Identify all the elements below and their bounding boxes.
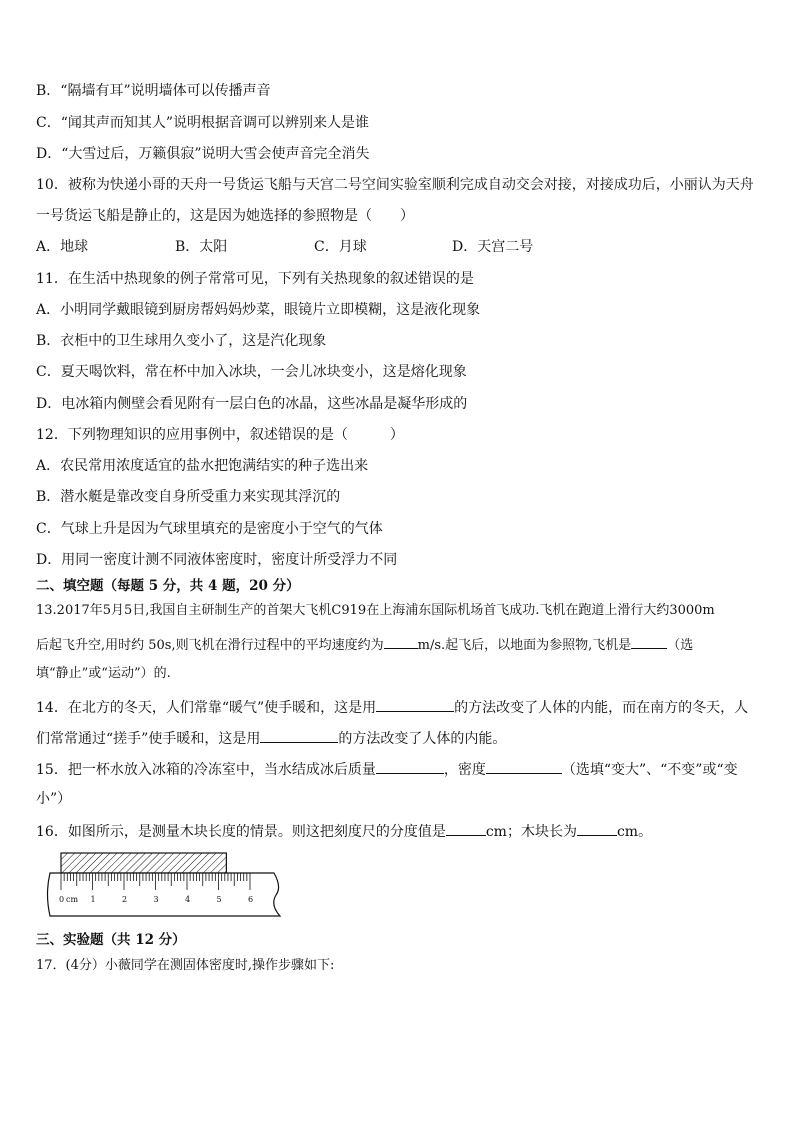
q10-stem-line1: 10．被称为快递小哥的天舟一号货运飞船与天宫二号空间实验室顺利完成自动交会对接，对接成功后，小丽认为天舟 — [36, 177, 754, 193]
q16-text-c: cm。 — [616, 824, 653, 840]
q16-line — [36, 821, 652, 841]
q15-text-c: （选填“变大”、“不变”或“变 — [561, 762, 738, 778]
ruler-unit: cm — [66, 895, 79, 904]
q15-line2: 小”） — [36, 791, 72, 807]
q14-text-c: 们常常通过“搓手”使手暖和，这是用 — [36, 731, 261, 747]
q11-option-b: B．衣柜中的卫生球用久变小了，这是汽化现象 — [36, 333, 327, 349]
q13-text-b: m/s.起飞后，以地面为参照物,飞机是 — [417, 638, 632, 653]
q14-line1 — [36, 697, 748, 717]
wood-block — [61, 853, 226, 873]
q10-option-c: C．月球 — [314, 239, 367, 255]
q15-text-b: ，密度 — [443, 762, 486, 778]
q14-text-d: 的方法改变了人体的内能。 — [338, 731, 507, 747]
ruler-figure — [42, 850, 288, 920]
q11-option-a: A．小明同学戴眼镜到厨房帮妈妈炒菜，眼镜片立即模糊，这是液化现象 — [36, 302, 481, 318]
q14-blank-1[interactable] — [376, 697, 454, 712]
q10-stem-line2: 一号货运飞船是静止的，这是因为她选择的参照物是（ ） — [36, 208, 414, 224]
ruler-body — [48, 873, 281, 916]
q16-blank-division[interactable] — [446, 821, 486, 836]
q12-stem: 12．下列物理知识的应用事例中，叙述错误的是（ ） — [36, 427, 404, 443]
q13-blank-speed[interactable] — [384, 634, 418, 649]
q14-text-b: 的方法改变了人体的内能，而在南方的冬天，人 — [454, 700, 749, 716]
q15-line1 — [36, 759, 738, 779]
q12-option-a: A．农民常用浓度适宜的盐水把饱满结实的种子选出来 — [36, 458, 369, 474]
q10-option-d: D．天宫二号 — [452, 239, 534, 255]
q13-text-a: 后起飞升空,用时约 50s,则飞机在滑行过程中的平均速度约为 — [36, 638, 384, 653]
section2-title: 二、填空题（每题 5 分，共 4 题，20 分） — [36, 578, 300, 594]
q9-option-b: B．“隔墙有耳”说明墙体可以传播声音 — [36, 83, 271, 99]
q11-option-c: C．夏天喝饮料，常在杯中加入冰块，一会儿冰块变小，这是熔化现象 — [36, 364, 467, 380]
q15-text-a: 15．把一杯水放入冰箱的冷冻室中，当水结成冰后质量 — [36, 762, 376, 778]
q9-option-c: C．“闻其声而知其人”说明根据音调可以辨别来人是谁 — [36, 115, 370, 131]
q11-option-d: D．电冰箱内侧壁会看见附有一层白色的冰晶，这些冰晶是凝华形成的 — [36, 396, 468, 412]
ruler-label: 4 — [185, 895, 191, 904]
q9-option-d: D．“大雪过后，万籁俱寂”说明大雪会使声音完全消失 — [36, 146, 370, 162]
ruler-label: 3 — [153, 895, 159, 904]
q14-line2 — [36, 728, 506, 748]
q10-option-a: A．地球 — [36, 239, 89, 255]
ruler-label: 5 — [216, 895, 222, 904]
q12-option-b: B．潜水艇是靠改变自身所受重力来实现其浮沉的 — [36, 489, 341, 505]
section3-title: 三、实验题（共 12 分） — [36, 932, 186, 948]
q13-blank-state[interactable] — [631, 634, 667, 649]
ruler-label: 2 — [122, 895, 128, 904]
q13-text-c: （选 — [667, 638, 694, 653]
ruler-label: 0 — [59, 895, 65, 904]
q16-text-b: cm；木块长为 — [485, 824, 577, 840]
q12-option-c: C．气球上升是因为气球里填充的是密度小于空气的气体 — [36, 521, 383, 537]
q13-line2 — [36, 634, 693, 655]
q17-line1: 17．(4分）小薇同学在测固体密度时,操作步骤如下: — [36, 958, 335, 973]
q16-blank-length[interactable] — [577, 821, 617, 836]
q15-blank-density[interactable] — [486, 759, 562, 774]
ruler-label: 6 — [248, 895, 254, 904]
q14-text-a: 14．在北方的冬天，人们常靠“暖气”使手暖和，这是用 — [36, 700, 377, 716]
q14-blank-2[interactable] — [260, 728, 338, 743]
q12-option-d: D．用同一密度计测不同液体密度时，密度计所受浮力不同 — [36, 552, 398, 568]
q13-line1: 13.2017年5月5日,我国自主研制生产的首架大飞机C919在上海浦东国际机场首飞成功.飞机在跑道上滑行大约3000m — [36, 603, 715, 618]
q10-options — [36, 238, 756, 256]
q10-option-b: B．太阳 — [175, 239, 228, 255]
q16-text-a: 16．如图所示，是测量木块长度的情景。则这把刻度尺的分度值是 — [36, 824, 446, 840]
q13-line3: 填“静止”或“运动”）的. — [36, 666, 171, 681]
q15-blank-mass[interactable] — [376, 759, 444, 774]
ruler-label: 1 — [90, 895, 96, 904]
q11-stem: 11．在生活中热现象的例子常常可见，下列有关热现象的叙述错误的是 — [36, 271, 474, 287]
